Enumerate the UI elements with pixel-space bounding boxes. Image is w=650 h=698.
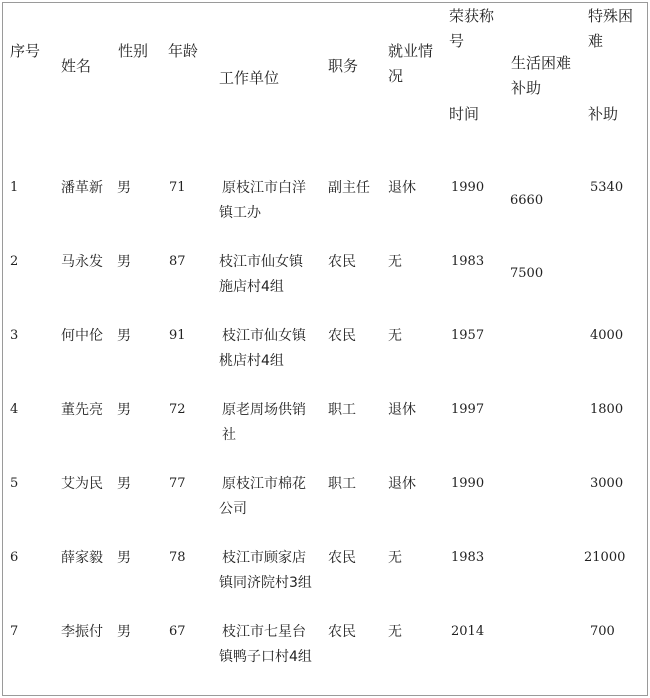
- cell-special: 21000: [584, 550, 626, 565]
- cell-position: 职工: [328, 476, 356, 492]
- cell-employment: 退休: [388, 402, 416, 418]
- cell-position: 农民: [328, 550, 356, 566]
- cell-gender: 男: [117, 180, 131, 196]
- cell-unit-line2: 公司: [219, 501, 247, 517]
- cell-age: 87: [169, 254, 186, 269]
- header-honor-line2: 号: [449, 32, 465, 50]
- cell-employment: 退休: [388, 476, 416, 492]
- header-seq: 序号: [10, 42, 41, 60]
- cell-name: 艾为民: [61, 476, 103, 492]
- cell-unit-line2: 镇同济院村3组: [219, 575, 312, 591]
- cell-unit-line1: 枝江市七星台: [222, 624, 306, 640]
- cell-time: 1990: [451, 476, 485, 491]
- cell-unit-line2: 桃店村4组: [219, 353, 284, 369]
- cell-time: 1983: [451, 254, 485, 269]
- cell-seq: 6: [10, 550, 19, 565]
- header-honor-line1: 荣获称: [449, 7, 495, 25]
- cell-living: 6660: [510, 193, 544, 208]
- cell-gender: 男: [117, 402, 131, 418]
- cell-name: 何中伦: [61, 328, 103, 344]
- cell-name: 马永发: [61, 254, 103, 270]
- cell-special: 5340: [590, 180, 624, 195]
- cell-employment: 无: [388, 328, 402, 344]
- cell-gender: 男: [117, 624, 131, 640]
- cell-seq: 7: [10, 624, 19, 639]
- cell-age: 67: [169, 624, 186, 639]
- cell-seq: 4: [10, 402, 19, 417]
- cell-unit-line1: 原枝江市白洋: [222, 180, 306, 196]
- cell-age: 72: [169, 402, 186, 417]
- cell-position: 农民: [328, 624, 356, 640]
- cell-time: 2014: [451, 624, 485, 639]
- cell-time: 1957: [451, 328, 485, 343]
- cell-time: 1983: [451, 550, 485, 565]
- cell-position: 农民: [328, 254, 356, 270]
- header-employment-line1: 就业情: [388, 42, 434, 60]
- header-name: 姓名: [61, 57, 92, 75]
- cell-age: 78: [169, 550, 186, 565]
- cell-time: 1990: [451, 180, 485, 195]
- cell-position: 农民: [328, 328, 356, 344]
- cell-unit-line1: 枝江市仙女镇: [219, 254, 303, 270]
- cell-special: 3000: [590, 476, 624, 491]
- cell-unit-line2: 社: [222, 427, 236, 443]
- header-gender: 性别: [118, 42, 149, 60]
- cell-unit-line2: 镇工办: [219, 205, 261, 221]
- cell-unit-line1: 原老周场供销: [222, 402, 306, 418]
- cell-living: 7500: [510, 266, 544, 281]
- cell-seq: 3: [10, 328, 19, 343]
- cell-employment: 无: [388, 624, 402, 640]
- cell-employment: 无: [388, 254, 402, 270]
- cell-position: 职工: [328, 402, 356, 418]
- header-employment-line2: 况: [388, 67, 404, 85]
- cell-employment: 无: [388, 550, 402, 566]
- header-honor-time: 时间: [449, 105, 480, 123]
- cell-unit-line2: 施店村4组: [219, 279, 284, 295]
- cell-age: 77: [169, 476, 186, 491]
- cell-employment: 退休: [388, 180, 416, 196]
- header-special-line2: 难: [588, 32, 604, 50]
- cell-age: 71: [169, 180, 186, 195]
- cell-unit-line1: 原枝江市棉花: [222, 476, 306, 492]
- cell-unit-line2: 镇鸭子口村4组: [219, 649, 312, 665]
- cell-special: 1800: [590, 402, 624, 417]
- table-frame: [2, 2, 648, 696]
- cell-unit-line1: 枝江市仙女镇: [222, 328, 306, 344]
- header-position: 职务: [328, 57, 359, 75]
- cell-name: 李振付: [61, 624, 103, 640]
- cell-name: 潘革新: [61, 180, 103, 196]
- header-age: 年龄: [168, 42, 199, 60]
- cell-unit-line1: 枝江市顾家店: [222, 550, 306, 566]
- cell-time: 1997: [451, 402, 485, 417]
- cell-seq: 2: [10, 254, 19, 269]
- header-living-line2: 补助: [511, 79, 542, 97]
- cell-gender: 男: [117, 476, 131, 492]
- cell-seq: 5: [10, 476, 19, 491]
- header-living-line1: 生活困难: [511, 54, 572, 72]
- cell-gender: 男: [117, 254, 131, 270]
- cell-seq: 1: [10, 180, 19, 195]
- cell-name: 薛家毅: [61, 550, 103, 566]
- cell-age: 91: [169, 328, 186, 343]
- header-special-sub: 补助: [588, 105, 619, 123]
- cell-special: 700: [590, 624, 615, 639]
- cell-special: 4000: [590, 328, 624, 343]
- cell-position: 副主任: [328, 180, 370, 196]
- cell-gender: 男: [117, 550, 131, 566]
- cell-name: 董先亮: [61, 402, 103, 418]
- header-special-line1: 特殊困: [588, 7, 634, 25]
- header-unit: 工作单位: [219, 69, 280, 87]
- cell-gender: 男: [117, 328, 131, 344]
